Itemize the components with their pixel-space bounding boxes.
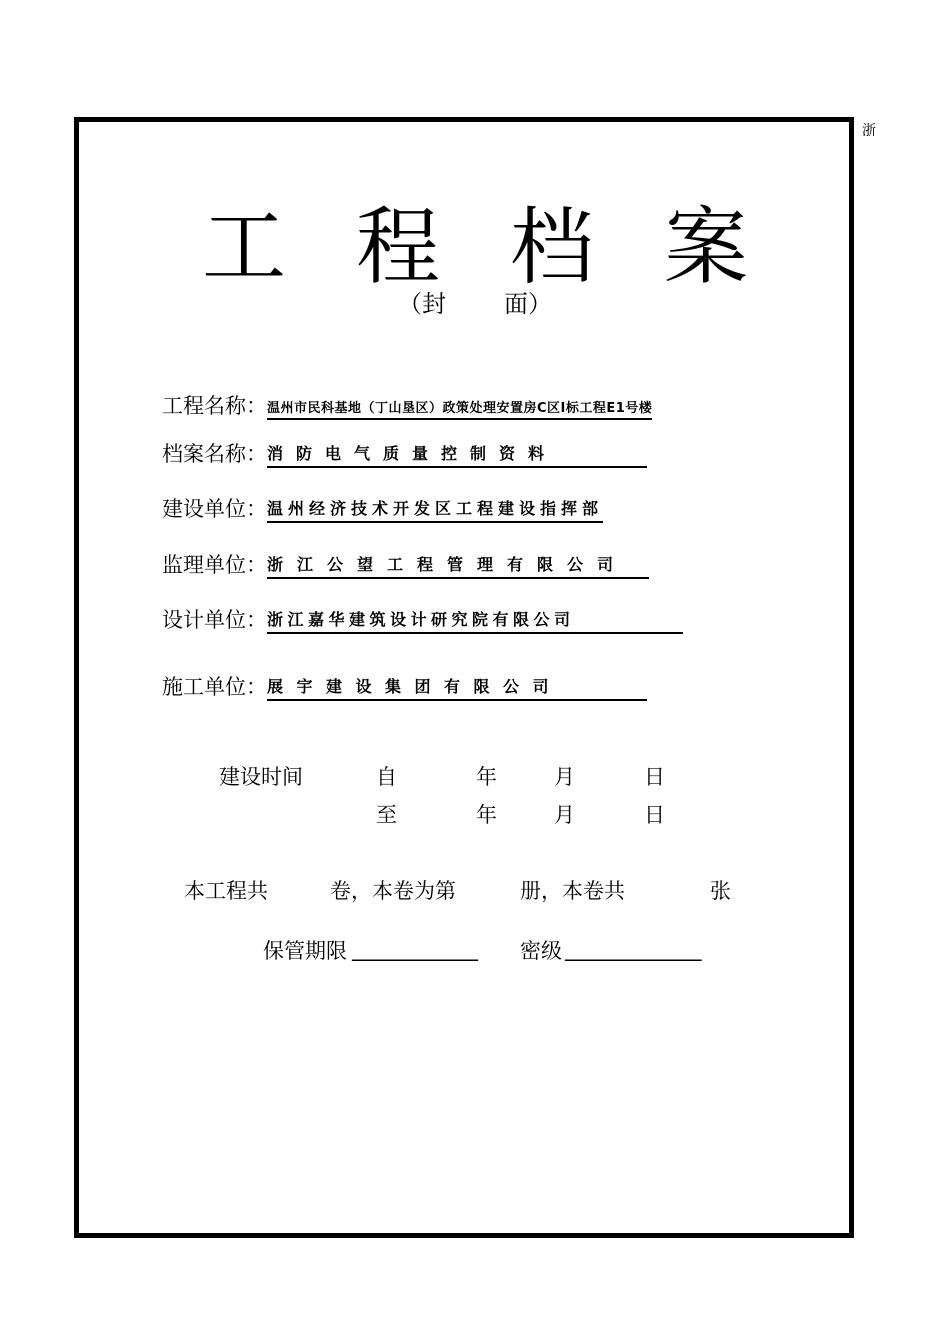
field-value: 温州经济技术开发区工程建设指挥部 <box>267 496 603 523</box>
side-mark: 浙 <box>862 123 876 139</box>
field-value: 消防电气质量控制资料 <box>267 441 647 468</box>
cover-title: 工程档案 <box>201 198 818 296</box>
field-value: 温州市民科基地（丁山垦区）政策处理安置房C区Ⅰ标工程E1号楼 <box>267 397 652 420</box>
subtitle-open: （封 <box>398 290 446 318</box>
cover-subtitle <box>0 292 950 316</box>
volume-sheets: 张 <box>710 879 731 903</box>
field-label: 建设单位： <box>162 497 267 521</box>
volume-pages: 册，本卷共 <box>520 879 625 903</box>
field-supervision-unit <box>162 549 649 579</box>
secret-level-blank: _____________ <box>565 937 702 961</box>
time-from-month: 月 <box>554 765 575 789</box>
field-value: 展宇建设集团有限公司 <box>267 674 647 701</box>
subtitle-close: 面） <box>504 290 552 318</box>
time-to-month: 月 <box>554 803 575 827</box>
field-contractor-unit <box>162 671 647 701</box>
field-archive-name <box>162 438 647 468</box>
construction-time-label: 建设时间 <box>219 765 303 789</box>
field-design-unit <box>162 604 683 634</box>
time-to-day: 日 <box>644 803 665 827</box>
retention-label: 保管期限 <box>263 939 347 963</box>
field-value: 浙江公望工程管理有限公司 <box>267 552 649 579</box>
time-from: 自 <box>376 765 397 789</box>
secret-level-label: 密级 <box>520 939 562 963</box>
field-label: 工程名称： <box>162 394 267 418</box>
volume-number: 卷，本卷为第 <box>330 879 456 903</box>
time-from-year: 年 <box>476 765 497 789</box>
time-to: 至 <box>376 803 397 827</box>
field-value: 浙江嘉华建筑设计研究院有限公司 <box>267 607 683 634</box>
field-label: 设计单位： <box>162 608 267 632</box>
field-project-name <box>162 390 652 420</box>
volume-total: 本工程共 <box>184 879 268 903</box>
field-construction-unit <box>162 493 603 523</box>
time-to-year: 年 <box>476 803 497 827</box>
time-from-day: 日 <box>644 765 665 789</box>
retention-blank: ____________ <box>352 937 478 961</box>
field-label: 监理单位： <box>162 553 267 577</box>
field-label: 档案名称： <box>162 442 267 466</box>
field-label: 施工单位： <box>162 675 267 699</box>
